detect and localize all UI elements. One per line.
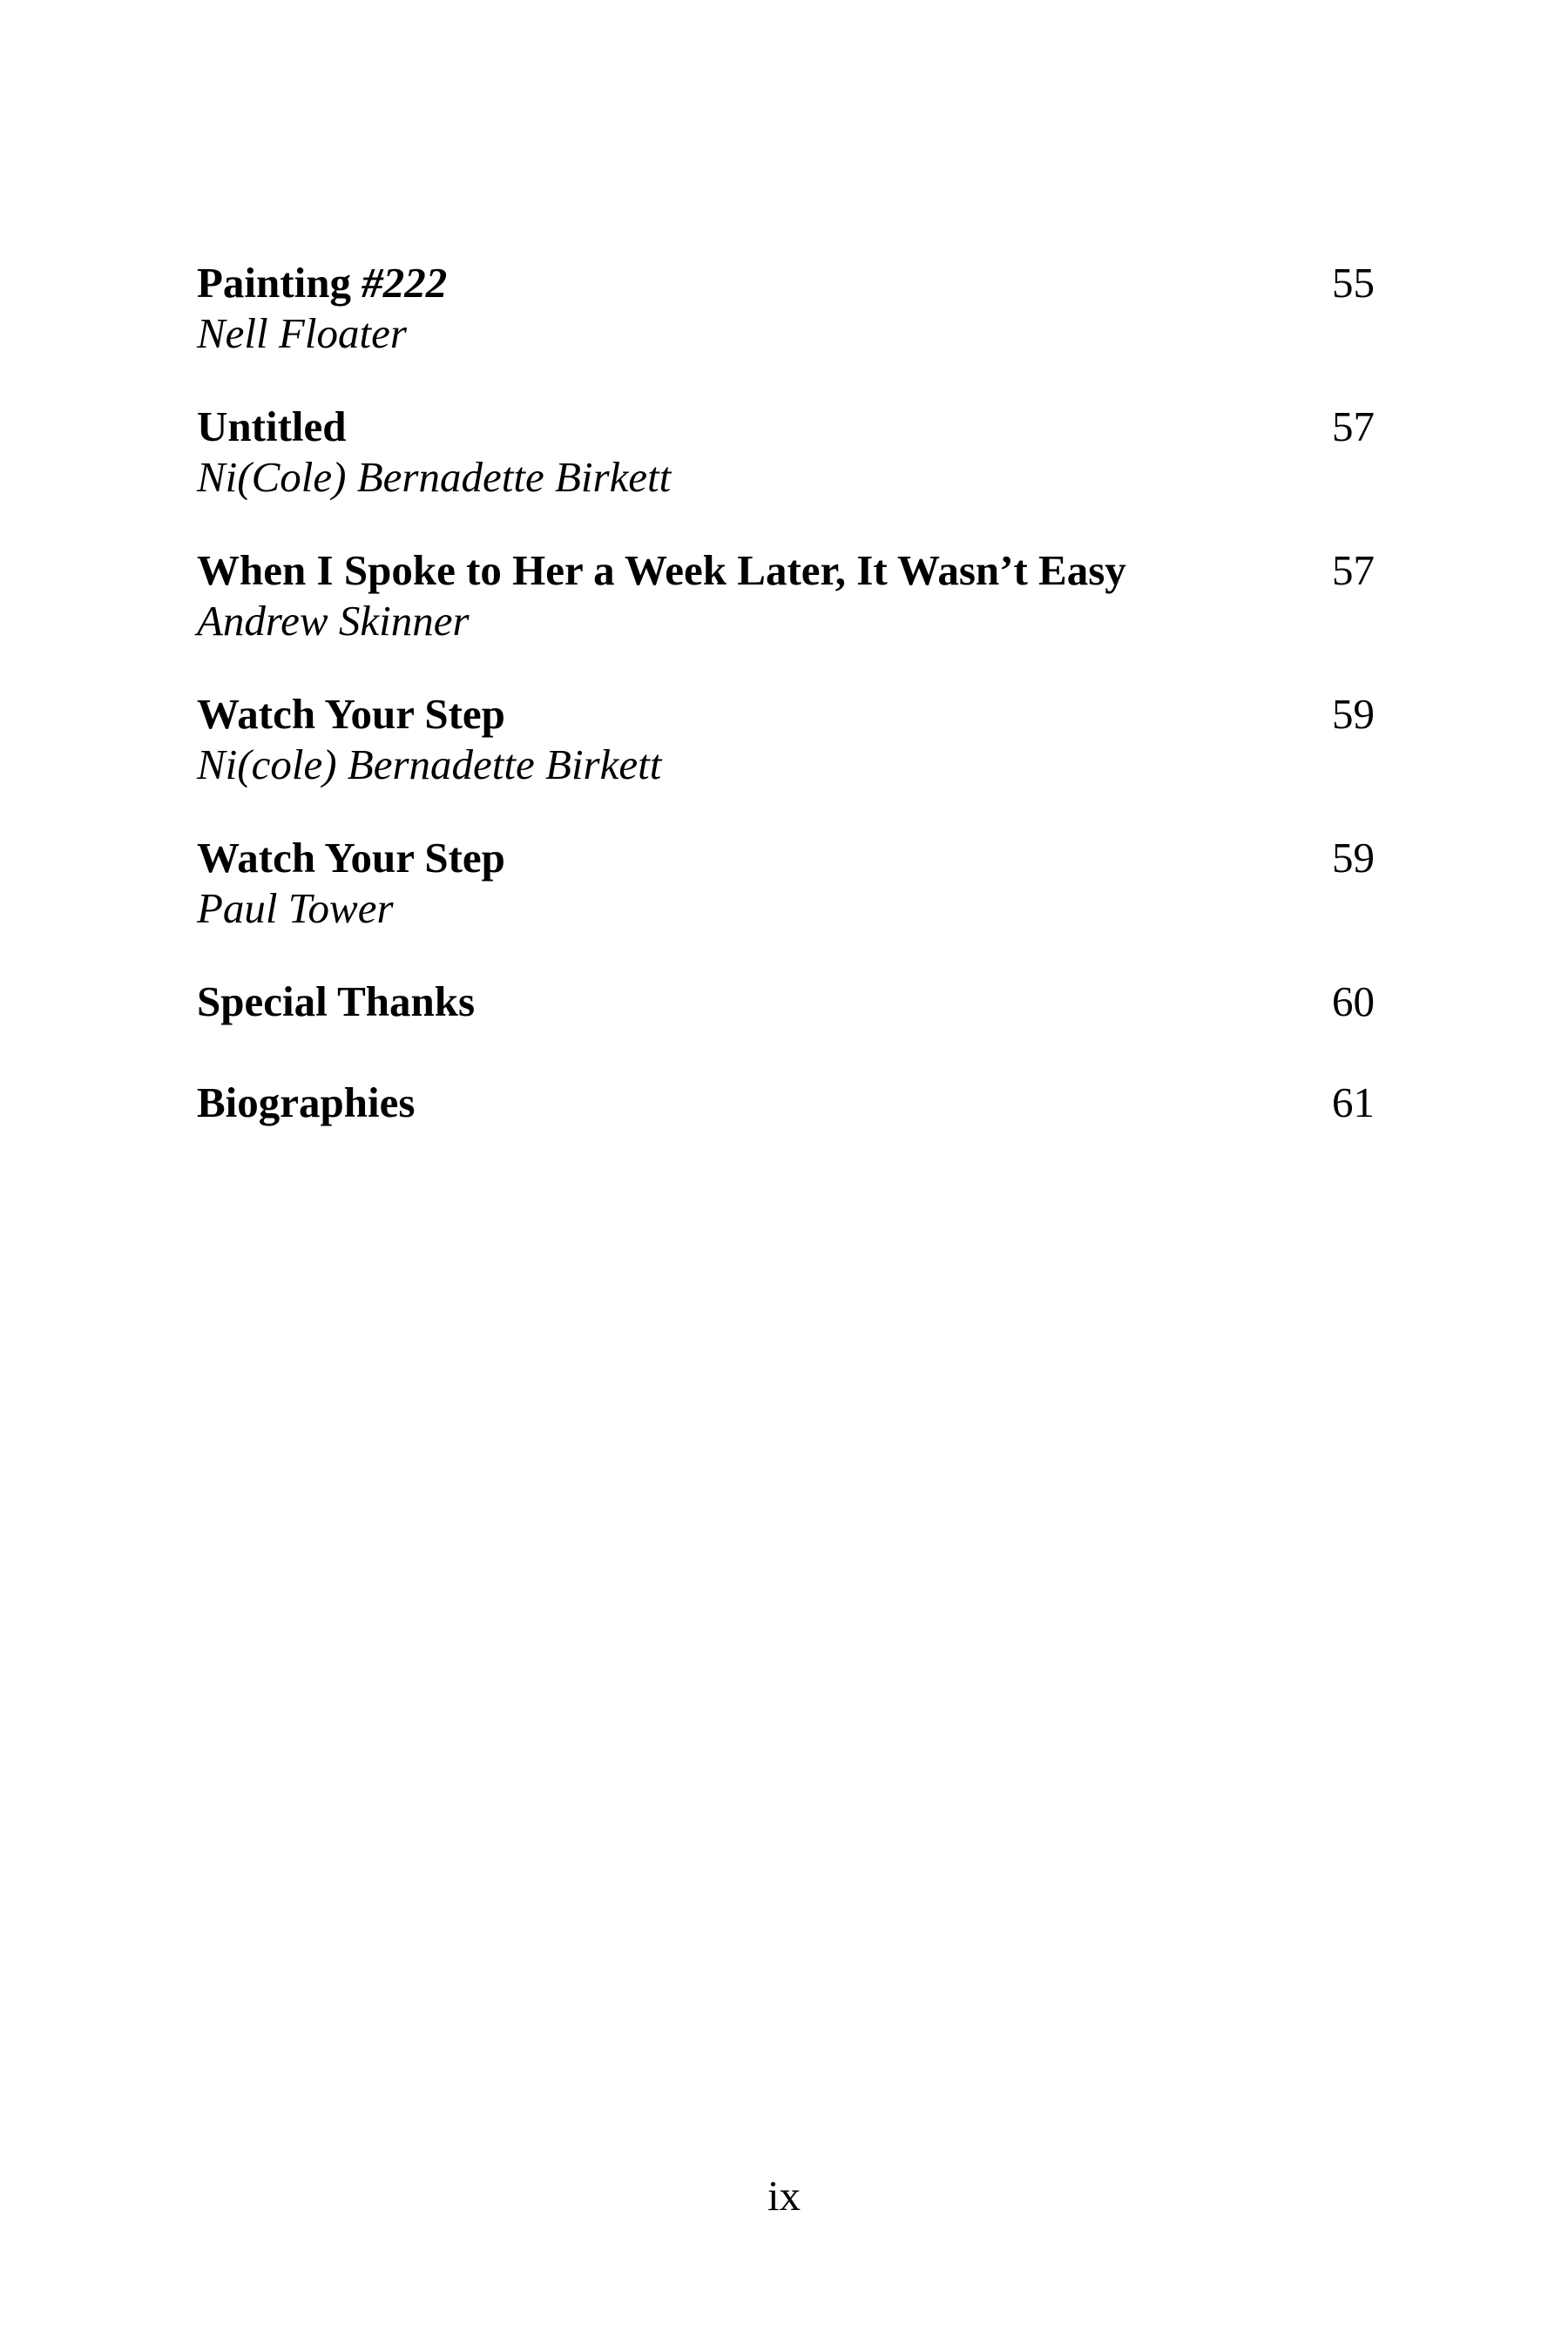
toc-entry-title: Watch Your Step <box>197 690 505 738</box>
toc-entry <box>197 833 1375 934</box>
toc-entry-title: Untitled <box>197 402 347 450</box>
toc-entry-title: When I Spoke to Her a Week Later, It Wasn’t Easy <box>197 546 1126 594</box>
toc-entry-page-number: 59 <box>1332 834 1375 882</box>
toc-entry <box>197 402 1375 503</box>
toc-entry-page-number: 60 <box>1332 977 1375 1025</box>
toc-entry <box>197 977 1375 1027</box>
toc-entry-page-number: 57 <box>1332 402 1375 450</box>
toc-entry-author: Nell Floater <box>197 309 407 357</box>
toc-entry <box>197 1078 1375 1128</box>
toc-entry-title: Special Thanks <box>197 977 476 1025</box>
toc-entry-title: Painting #222 <box>197 259 448 307</box>
toc-entry-page-number: 61 <box>1332 1078 1375 1126</box>
toc-entry-author: Andrew Skinner <box>197 597 470 645</box>
toc-entry <box>197 545 1375 646</box>
toc-entry-page-number: 55 <box>1332 259 1375 307</box>
toc-entry-title: Biographies <box>197 1078 416 1126</box>
toc-entry-page-number: 57 <box>1332 546 1375 594</box>
toc-entry-title: Watch Your Step <box>197 834 505 882</box>
toc-entry <box>197 258 1375 359</box>
page-number-folio: ix <box>767 2172 801 2220</box>
table-of-contents <box>197 258 1375 1128</box>
toc-entry-author: Paul Tower <box>197 884 394 932</box>
toc-entry <box>197 689 1375 790</box>
toc-entry-page-number: 59 <box>1332 690 1375 738</box>
toc-entry-author: Ni(cole) Bernadette Birkett <box>197 740 662 788</box>
toc-entry-author: Ni(Cole) Bernadette Birkett <box>197 453 672 501</box>
